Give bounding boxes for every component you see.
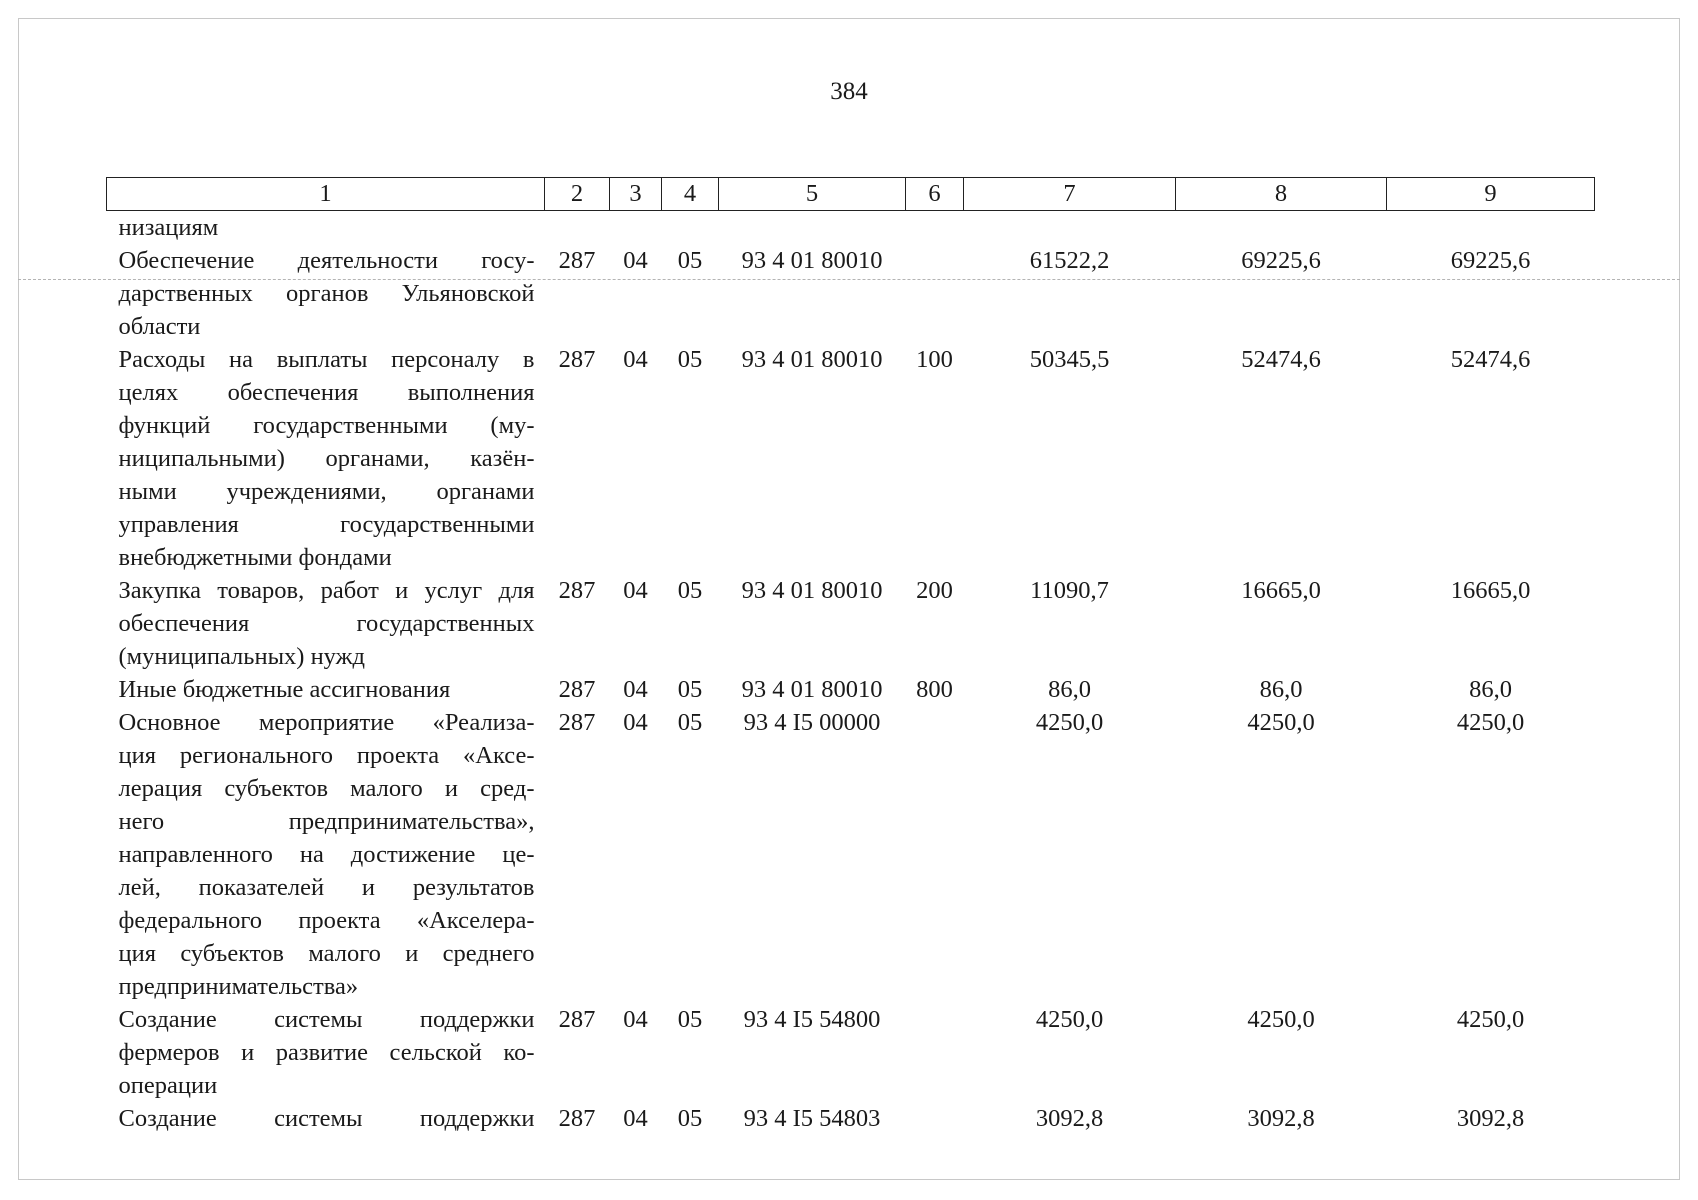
target-article-cell: 93 4 01 80010 bbox=[741, 247, 883, 274]
expense-name-line: Создание системы поддержки bbox=[118, 1006, 535, 1033]
amount-col9-cell: 52474,6 bbox=[1450, 346, 1531, 373]
admin-code-cell: 287 bbox=[558, 577, 596, 604]
amount-col8-cell: 4250,0 bbox=[1247, 709, 1315, 736]
expense-name-line: Создание системы поддержки bbox=[118, 1105, 535, 1132]
amount-col7-cell: 11090,7 bbox=[1030, 577, 1109, 604]
expense-name-line: внебюджетными фондами bbox=[118, 544, 392, 571]
expense-name-line: ными учреждениями, органами bbox=[118, 478, 535, 505]
admin-code-cell: 287 bbox=[558, 1105, 596, 1132]
expense-name-line: ция регионального проекта «Аксе- bbox=[118, 742, 535, 769]
amount-col7-cell: 4250,0 bbox=[1035, 1006, 1104, 1033]
target-article-cell: 93 4 I5 00000 bbox=[743, 709, 881, 736]
amount-col8-cell: 86,0 bbox=[1259, 676, 1303, 703]
expense-name-line: области bbox=[118, 313, 201, 340]
expense-name-cell bbox=[107, 574, 545, 673]
table-row bbox=[107, 574, 1595, 673]
target-article-cell: 93 4 01 80010 bbox=[741, 346, 883, 373]
section-code-cell: 04 bbox=[623, 1105, 648, 1132]
expense-type-cell: 100 bbox=[916, 346, 953, 373]
expense-name-line: функций государственными (му- bbox=[118, 412, 535, 439]
expense-name-line: лерация субъектов малого и сред- bbox=[118, 775, 535, 802]
section-code-cell: 04 bbox=[623, 1006, 648, 1033]
amount-col8-cell: 16665,0 bbox=[1241, 577, 1321, 604]
admin-code-cell: 287 bbox=[558, 1006, 596, 1033]
expense-name-cell bbox=[107, 1003, 545, 1102]
subsection-code-cell: 05 bbox=[677, 1006, 703, 1033]
expense-name-line: лей, показателей и результатов bbox=[118, 874, 535, 901]
admin-code-cell bbox=[545, 211, 610, 245]
expense-name-line: направленного на достижение це- bbox=[118, 841, 535, 868]
subsection-code-cell bbox=[662, 211, 719, 245]
expense-type-cell: 800 bbox=[916, 676, 953, 703]
amount-col9-cell: 4250,0 bbox=[1456, 709, 1525, 736]
amount-col9-cell: 4250,0 bbox=[1456, 1006, 1525, 1033]
table-body bbox=[107, 211, 1595, 1136]
subsection-code-cell: 05 bbox=[677, 676, 703, 703]
expense-type-cell bbox=[906, 1003, 964, 1102]
admin-code-cell: 287 bbox=[558, 247, 596, 274]
expense-name-line: ция субъектов малого и среднего bbox=[118, 940, 535, 967]
target-article-cell: 93 4 I5 54803 bbox=[743, 1105, 881, 1132]
admin-code-cell: 287 bbox=[558, 709, 596, 736]
table-row bbox=[107, 211, 1595, 245]
column-header-3: 3 bbox=[610, 178, 662, 211]
subsection-code-cell: 05 bbox=[677, 577, 703, 604]
amount-col7-cell: 3092,8 bbox=[1035, 1105, 1104, 1132]
amount-col9-cell: 16665,0 bbox=[1450, 577, 1531, 604]
table-row bbox=[107, 244, 1595, 343]
target-article-cell: 93 4 01 80010 bbox=[741, 676, 883, 703]
expense-name-line: целях обеспечения выполнения bbox=[118, 379, 535, 406]
expense-name-line: (муниципальных) нужд bbox=[118, 643, 365, 670]
table-row bbox=[107, 673, 1595, 706]
subsection-code-cell: 05 bbox=[677, 247, 703, 274]
expense-name-line: федерального проекта «Акселера- bbox=[118, 907, 535, 934]
expense-name-line: дарственных органов Ульяновской bbox=[118, 280, 535, 307]
section-code-cell: 04 bbox=[623, 709, 648, 736]
table-row bbox=[107, 1003, 1595, 1102]
amount-col8-cell: 3092,8 bbox=[1247, 1105, 1315, 1132]
amount-col9-cell: 86,0 bbox=[1469, 676, 1512, 703]
table-header bbox=[107, 178, 1595, 211]
expense-type-cell bbox=[906, 1102, 964, 1135]
expense-name-line: низациям bbox=[118, 214, 219, 241]
expense-name-cell bbox=[107, 244, 545, 343]
table-row bbox=[107, 343, 1595, 574]
amount-col8-cell: 52474,6 bbox=[1241, 346, 1321, 373]
admin-code-cell: 287 bbox=[558, 676, 596, 703]
expense-name-cell bbox=[107, 1102, 545, 1135]
amount-col9-cell: 69225,6 bbox=[1450, 247, 1531, 274]
section-code-cell: 04 bbox=[623, 346, 648, 373]
section-code-cell: 04 bbox=[623, 676, 648, 703]
column-header-4: 4 bbox=[662, 178, 719, 211]
expense-name-line: него предпринимательства», bbox=[118, 808, 535, 835]
expense-name-cell bbox=[107, 673, 545, 706]
column-header-6: 6 bbox=[906, 178, 964, 211]
expense-name-cell bbox=[107, 706, 545, 1003]
amount-col7-cell: 50345,5 bbox=[1029, 346, 1110, 373]
amount-col9-cell: 3092,8 bbox=[1456, 1105, 1525, 1132]
column-header-8: 8 bbox=[1176, 178, 1387, 211]
amount-col8-cell: 69225,6 bbox=[1241, 247, 1321, 274]
amount-col7-cell: 86,0 bbox=[1048, 676, 1091, 703]
amount-col9-cell bbox=[1387, 211, 1595, 245]
expense-name-line: обеспечения государственных bbox=[118, 610, 535, 637]
expense-name-line: операции bbox=[118, 1072, 218, 1099]
column-header-1: 1 bbox=[107, 178, 545, 211]
expense-name-line: Расходы на выплаты персоналу в bbox=[118, 346, 535, 373]
amount-col7-cell bbox=[964, 211, 1176, 245]
target-article-cell: 93 4 01 80010 bbox=[741, 577, 883, 604]
subsection-code-cell: 05 bbox=[677, 346, 703, 373]
expense-type-cell bbox=[906, 244, 964, 343]
expense-name-cell bbox=[107, 343, 545, 574]
expense-name-line: предпринимательства» bbox=[118, 973, 359, 1000]
expense-name-line: Иные бюджетные ассигнования bbox=[118, 676, 451, 703]
subsection-code-cell: 05 bbox=[677, 709, 703, 736]
column-header-5: 5 bbox=[719, 178, 906, 211]
expense-name-line: управления государственными bbox=[118, 511, 535, 538]
expense-name-line: Основное мероприятие «Реализа- bbox=[118, 709, 535, 736]
expense-name-line: Обеспечение деятельности госу- bbox=[118, 247, 535, 274]
column-header-9: 9 bbox=[1387, 178, 1595, 211]
column-header-7: 7 bbox=[964, 178, 1176, 211]
section-code-cell: 04 bbox=[623, 247, 648, 274]
expense-name-cell bbox=[107, 211, 545, 245]
expense-name-line: фермеров и развитие сельской ко- bbox=[118, 1039, 535, 1066]
amount-col7-cell: 4250,0 bbox=[1035, 709, 1104, 736]
expense-type-cell bbox=[906, 706, 964, 1003]
amount-col8-cell: 4250,0 bbox=[1247, 1006, 1315, 1033]
budget-table bbox=[106, 177, 1595, 1135]
page-number: 384 bbox=[830, 78, 868, 105]
target-article-cell: 93 4 I5 54800 bbox=[743, 1006, 881, 1033]
expense-name-line: Закупка товаров, работ и услуг для bbox=[118, 577, 535, 604]
section-code-cell bbox=[610, 211, 662, 245]
admin-code-cell: 287 bbox=[558, 346, 596, 373]
subsection-code-cell: 05 bbox=[677, 1105, 703, 1132]
table-row bbox=[107, 706, 1595, 1003]
amount-col7-cell: 61522,2 bbox=[1029, 247, 1110, 274]
expense-name-line: ниципальными) органами, казён- bbox=[118, 445, 535, 472]
expense-type-cell bbox=[906, 211, 964, 245]
header-row bbox=[107, 178, 1595, 211]
column-header-2: 2 bbox=[545, 178, 610, 211]
table-row bbox=[107, 1102, 1595, 1135]
amount-col8-cell bbox=[1176, 211, 1387, 245]
expense-type-cell: 200 bbox=[916, 577, 953, 604]
section-code-cell: 04 bbox=[623, 577, 648, 604]
target-article-cell bbox=[719, 211, 906, 245]
